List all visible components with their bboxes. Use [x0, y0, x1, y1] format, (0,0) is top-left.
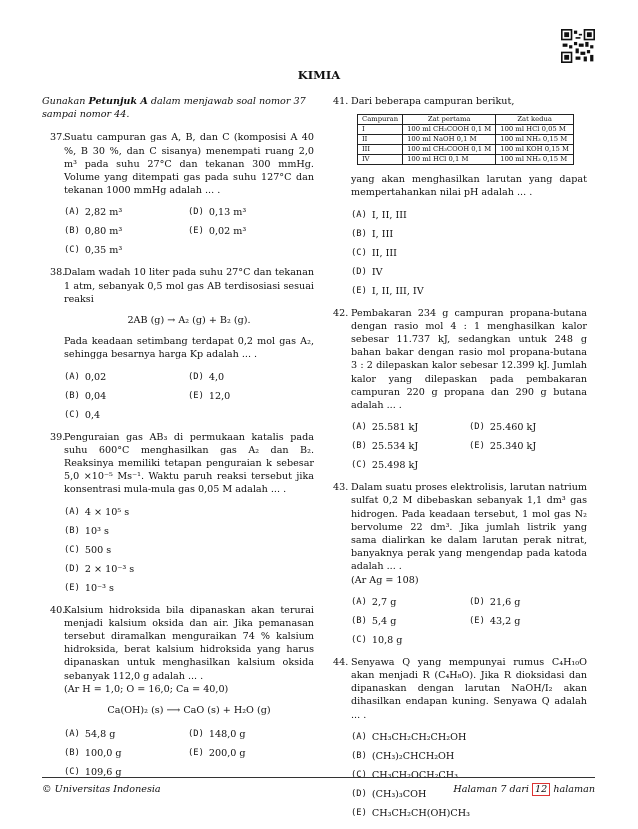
option-c[interactable]: (C) CH₃CH₂OCH₂CH₃	[351, 769, 458, 781]
option-d[interactable]: (D) 21,6 g	[469, 596, 521, 608]
option-c[interactable]: (C) 25.498 kJ	[351, 460, 419, 472]
question-number: 38.	[50, 267, 66, 279]
option-b[interactable]: (B) (CH₃)₂CHCH₂OH	[351, 750, 455, 762]
answer-options	[64, 503, 314, 598]
question-37	[42, 131, 314, 260]
mixture-table: Campuran Zat pertama Zat kedua I 100 ml CH₃COOH 0,1 M 100 ml HCl 0,05 M II 100 ml NaOH 0,1 M 100 ml NH₃ 0,15 M III 100 ml CH₃COOH 0,1 M 100 ml KOH 0,15 M IV 100 ml HCl 0,1 M 100 ml NH₃ 0,15 M	[357, 114, 574, 165]
option-e[interactable]: (E) 200,0 g	[188, 748, 246, 760]
option-e[interactable]: (E) 12,0	[188, 390, 231, 402]
option-d[interactable]: (D) 4,0	[188, 371, 225, 383]
question-number: 41.	[333, 96, 349, 107]
question-text: Penguraian gas AB₃ di permukaan katalis pada suhu 600°C menghasilkan gas A₂ dan B₂. Reaksinya memiliki tetapan penguraian k sebesar 5,0 ×10⁻⁵ Ms⁻¹. Waktu paruh reaksi tersebut jika konsentrasi mula-mula gas 0,05 M adalah ... .	[64, 431, 314, 496]
option-b[interactable]: (B) 10³ s	[64, 525, 109, 537]
reaction-equation: Ca(OH)₂ (s) ⟶ CaO (s) + H₂O (g)	[107, 705, 271, 717]
instruction: Gunakan Petunjuk A dalam menjawab soal nomor 37 sampai nomor 44.	[42, 96, 306, 121]
option-d[interactable]: (D) 148,0 g	[188, 729, 246, 741]
option-d[interactable]: (D) IV	[351, 266, 383, 278]
option-c[interactable]: (C) 500 s	[64, 544, 112, 556]
page-indicator: Halaman 7 dari 12 halaman	[453, 784, 595, 795]
question-text: Senyawa Q yang mempunyai rumus C₄H₁₀O akan menjadi R (C₄H₈O). Jika R dioksidasi dan dipanaskan dengan larutan NaOH/I₂ akan dihasilkan endapan kuning. Senyawa Q adalah ... .	[351, 656, 587, 721]
option-c[interactable]: (C) 10,8 g	[351, 634, 403, 646]
table-row: II 100 ml NaOH 0,1 M 100 ml NH₃ 0,15 M	[358, 135, 574, 145]
option-a[interactable]: (A) 2,82 m³	[64, 207, 123, 219]
option-b[interactable]: (B) 0,04	[64, 390, 107, 402]
question-42	[333, 307, 587, 476]
question-number: 40.	[50, 604, 66, 616]
option-e[interactable]: (E) 0,02 m³	[188, 226, 247, 238]
question-text: Dalam suatu proses elektrolisis, larutan natrium sulfat 0,2 M dibebaskan sebanyak 1,1 dm³ gas hidrogen. Pada keadaan tersebut, 1 mol gas N₂ bervolume 22 dm³. Jika jumlah listrik yang sama dialirkan ke dalam larutan perak nitrat, banyaknya perak yang mengendap pada katoda adalah ... .	[351, 482, 587, 573]
option-b[interactable]: (B) 100,0 g	[64, 748, 122, 760]
left-column	[42, 95, 314, 788]
option-a[interactable]: (A) CH₃CH₂CH₂CH₂OH	[351, 731, 467, 743]
option-e[interactable]: (E) I, II, III, IV	[351, 285, 424, 297]
option-c[interactable]: (C) 0,4	[64, 409, 101, 421]
option-e[interactable]: (E) 25.340 kJ	[469, 441, 537, 453]
right-column	[333, 95, 587, 829]
option-d[interactable]: (D) 2 × 10⁻³ s	[64, 563, 135, 575]
option-a[interactable]: (A) 4 × 10⁵ s	[64, 506, 130, 518]
atomic-mass-note: (Ar H = 1,0; O = 16,0; Ca = 40,0)	[64, 683, 229, 695]
option-d[interactable]: (D) (CH₃)₃COH	[351, 788, 427, 800]
option-e[interactable]: (E) 43,2 g	[469, 615, 521, 627]
option-a[interactable]: (A) 25.581 kJ	[351, 422, 419, 434]
answer-options	[351, 206, 587, 301]
question-text: Dari beberapa campuran berikut,	[351, 96, 515, 107]
total-pages: 12	[532, 783, 550, 796]
question-41	[333, 95, 587, 301]
answer-options	[64, 725, 314, 782]
copyright-text: © Universitas Indonesia	[42, 784, 161, 795]
table-row: IV 100 ml HCl 0,1 M 100 ml NH₃ 0,15 M	[358, 155, 574, 165]
question-text: Suatu campuran gas A, B, dan C (komposisi A 40 %, B 30 %, dan C sisanya) menempati ruang 2,0 m³ pada suhu 27°C dan tekanan 300 mmHg. Volume yang ditempati gas pada suhu 127°C dan tekanan 1000 mmHg adalah ... .	[64, 132, 314, 197]
question-text: Kalsium hidroksida bila dipanaskan akan terurai menjadi kalsium oksida dan air. Jika pemanasan tersebut diramalkan menguraikan 74 % kalsium hidroksida, berat kalsium hidroksida yang harus dipanaskan untuk menghasilkan kalsium oksida sebanyak 112,0 g adalah ... .	[64, 604, 314, 682]
option-e[interactable]: (E) 10⁻³ s	[64, 582, 114, 594]
qr-code-image	[561, 29, 595, 63]
reaction-equation: 2AB (g) → A₂ (g) + B₂ (g).	[127, 315, 251, 327]
question-43	[333, 481, 587, 650]
option-a[interactable]: (A) I, II, III	[351, 209, 407, 221]
table-row: III 100 ml CH₃COOH 0,1 M 100 ml KOH 0,15 M	[358, 145, 574, 155]
option-c[interactable]: (C) II, III	[351, 247, 397, 259]
page-title: KIMIA	[297, 68, 341, 82]
question-number: 44.	[333, 656, 349, 668]
option-a[interactable]: (A) 0,02	[64, 371, 107, 383]
atomic-mass-note: (Ar Ag = 108)	[351, 574, 419, 586]
question-text: Dalam wadah 10 liter pada suhu 27°C dan tekanan 1 atm, sebanyak 0,5 mol gas AB terdisosiasi sesuai reaksi	[64, 267, 314, 305]
option-a[interactable]: (A) 2,7 g	[351, 596, 397, 608]
question-44	[333, 656, 587, 823]
question-38	[42, 266, 314, 424]
answer-options	[64, 368, 314, 425]
option-d[interactable]: (D) 0,13 m³	[188, 207, 247, 219]
option-b[interactable]: (B) 25.534 kJ	[351, 441, 419, 453]
answer-options	[351, 418, 587, 475]
option-e[interactable]: (E) CH₃CH₂CH(OH)CH₃	[351, 807, 470, 819]
question-39	[42, 431, 314, 598]
answer-options	[351, 728, 587, 823]
question-text-2: Pada keadaan setimbang terdapat 0,2 mol gas A₂, sehingga besarnya harga Kp adalah ... .	[64, 336, 314, 361]
question-40	[42, 604, 314, 783]
option-c[interactable]: (C) 109,6 g	[64, 767, 122, 779]
question-number: 43.	[333, 482, 349, 494]
question-text: Pembakaran 234 g campuran propana-butana dengan rasio mol 4 : 1 menghasilkan kalor sebesar 11.737 kJ, sedangkan untuk 248 g bahan bakar dengan rasio mol propana-butana 3 : 2 dilepaskan kalor sebesar 12.399 kJ. Jumlah kalor yang dilepaskan pada pembakaran campuran 220 g propana dan 290 g butana adalah ... .	[351, 307, 587, 412]
option-b[interactable]: (B) 5,4 g	[351, 615, 397, 627]
answer-options	[64, 203, 314, 260]
option-c[interactable]: (C) 0,35 m³	[64, 245, 123, 257]
option-a[interactable]: (A) 54,8 g	[64, 729, 116, 741]
question-number: 42.	[333, 307, 349, 319]
question-number: 37.	[50, 132, 66, 144]
option-d[interactable]: (D) 25.460 kJ	[469, 422, 537, 434]
question-number: 39.	[50, 431, 66, 443]
answer-options	[351, 593, 587, 650]
option-b[interactable]: (B) I, III	[351, 228, 394, 240]
table-row: I 100 ml CH₃COOH 0,1 M 100 ml HCl 0,05 M	[358, 125, 574, 135]
option-b[interactable]: (B) 0,80 m³	[64, 226, 123, 238]
page-footer	[42, 777, 595, 796]
question-text-2: yang akan menghasilkan larutan yang dapat mempertahankan nilai pH adalah ... .	[351, 174, 587, 199]
